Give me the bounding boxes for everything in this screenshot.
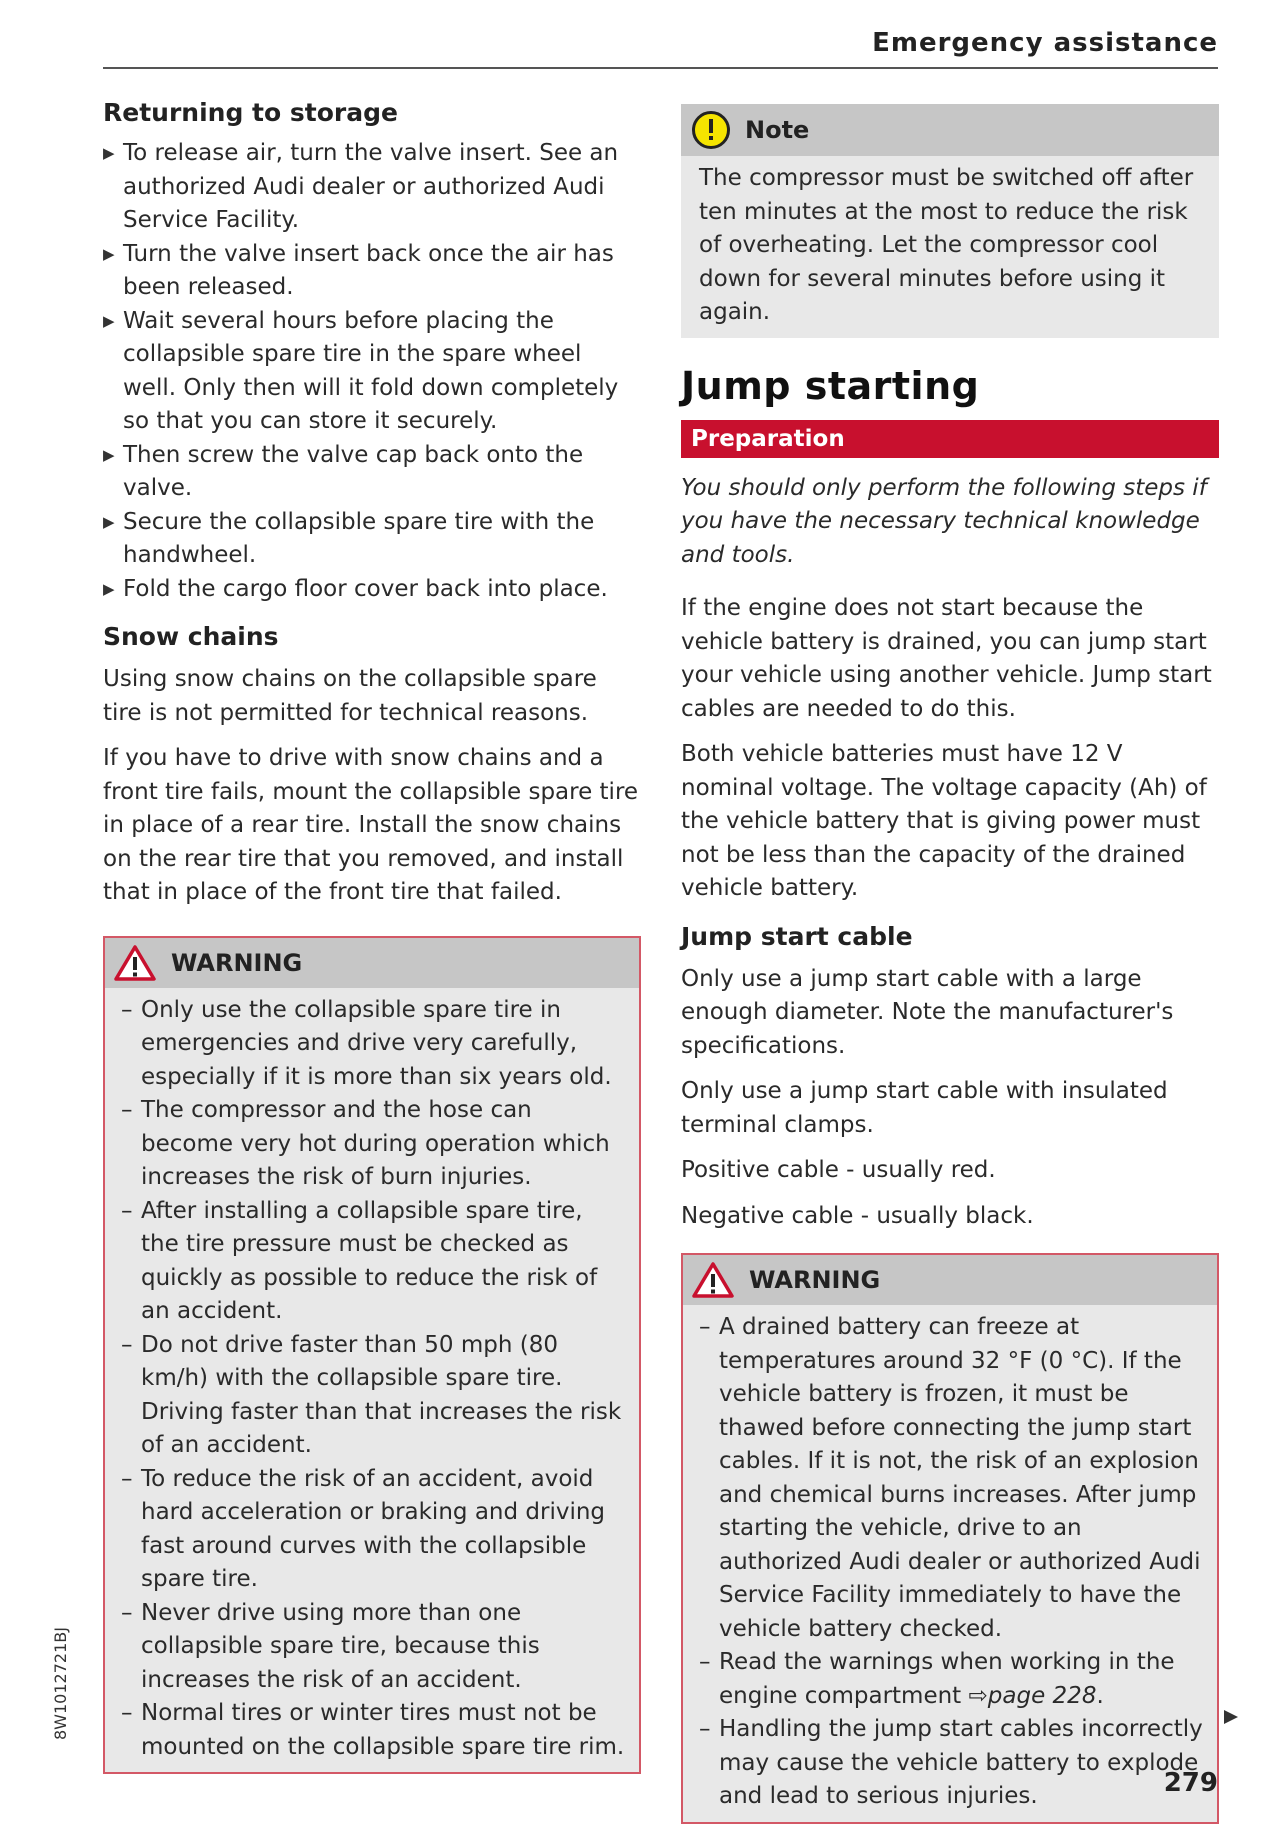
triangle-bullet-icon: ▶ (103, 512, 115, 531)
continue-arrow-icon (1222, 1708, 1240, 1726)
warning-label: WARNING (171, 948, 303, 977)
list-item: – Never drive using more than one collapsible spare tire, because this increases the risk of an accident. (121, 1599, 540, 1693)
section-heading-snow-chains: Snow chains (103, 622, 279, 651)
page-reference-link[interactable]: page 228 (987, 1682, 1097, 1709)
list-item: – The compressor and the hose can become very hot during operation which increases the risk of burn injuries. (121, 1097, 610, 1190)
list-item: – Handling the jump start cables incorrectly may cause the vehicle battery to explode and lead to serious injuries. (699, 1716, 1203, 1809)
header-rule (103, 67, 1218, 69)
warning-label: WARNING (749, 1266, 881, 1294)
triangle-bullet-icon: ▶ (103, 445, 115, 464)
section-heading-jump-cable: Jump start cable (681, 921, 913, 951)
intro-italic: You should only perform the following steps if you have the necessary technical knowledge and tools. (681, 474, 1207, 568)
list-item: – A drained battery can freeze at temperatures around 32 °F (0 °C). If the vehicle battery is frozen, it must be thawed before connecting the jump start cables. If it is not, the risk of an explosion and chemical burns increases. After jump starting the vehicle, drive to an authorized Audi dealer or authorized Audi Service Facility immediately to have the vehicle battery checked. (699, 1314, 1201, 1642)
note-label: Note (745, 116, 810, 144)
cable-paragraph-4: Negative cable - usually black. (681, 1202, 1034, 1229)
cable-paragraph-2: Only use a jump start cable with insulated terminal clamps. (681, 1078, 1168, 1138)
warning-triangle-icon (113, 944, 157, 982)
list-item: – Normal tires or winter tires must not be mounted on the collapsible spare tire rim. (121, 1700, 625, 1760)
warning-list (105, 988, 639, 1773)
warning-triangle-icon (691, 1261, 735, 1299)
list-item: ▶ To release air, turn the valve insert. See an authorized Audi dealer or authorized Audi Service Facility. (103, 137, 641, 238)
jump-paragraph-1: If the engine does not start because the vehicle battery is drained, you can jump start your vehicle using another vehicle. Jump start cables are needed to do this. (681, 595, 1212, 722)
page-number: 279 (1163, 1768, 1218, 1798)
right-column (681, 104, 1219, 1824)
warning-header (683, 1255, 1217, 1305)
list-item: – Do not drive faster than 50 mph (80 km/h) with the collapsible spare tire. Driving faster than that increases the risk of an accident. (121, 1331, 622, 1458)
exclamation-circle-icon (691, 110, 731, 150)
list-item: ▶ Secure the collapsible spare tire with the handwheel. (103, 506, 641, 573)
jump-paragraph-2: Both vehicle batteries must have 12 V nominal voltage. The voltage capacity (Ah) of the vehicle battery that is giving power must not be less than the capacity of the drained vehicle battery. (681, 741, 1207, 901)
note-header (681, 104, 1219, 156)
side-print-code-text: 8W1012721BJ (51, 1627, 70, 1740)
triangle-bullet-icon: ▶ (103, 311, 115, 330)
note-text: The compressor must be switched off after ten minutes at the most to reduce the risk of overheating. Let the compressor cool down for several minutes before using it again. (699, 165, 1194, 325)
list-item: – After installing a collapsible spare tire, the tire pressure must be checked as quickly as possible to reduce the risk of an accident. (121, 1197, 598, 1324)
section-heading-storage: Returning to storage (103, 98, 398, 127)
list-item: ▶ Wait several hours before placing the collapsible spare tire in the spare wheel well. Only then will it fold down completely so that you can store it securely. (103, 305, 641, 439)
note-box (681, 104, 1219, 338)
list-item: ▶ Turn the valve insert back once the air has been released. (103, 238, 641, 305)
list-item: – Only use the collapsible spare tire in emergencies and drive very carefully, especially if it is more than six years old. (121, 996, 612, 1090)
cross-reference-arrow-icon: ⇨ (968, 1682, 988, 1709)
storage-steps (103, 137, 641, 606)
list-item: – To reduce the risk of an accident, avoid hard acceleration or braking and driving fast around curves with the collapsible spare tire. (121, 1465, 606, 1592)
left-column (103, 98, 641, 1774)
triangle-bullet-icon: ▶ (103, 144, 115, 162)
warning-list (683, 1305, 1217, 1822)
snow-paragraph-2: If you have to drive with snow chains and a front tire fails, mount the collapsible spare tire in place of a rear tire. Install the snow chains on the rear tire that you removed, and install that in place of the front tire that failed. (103, 745, 639, 905)
list-item: ▶ Fold the cargo floor cover back into place. (103, 573, 641, 607)
section-bar: Preparation (681, 420, 1219, 458)
side-print-code (46, 1610, 74, 1740)
cable-paragraph-3: Positive cable - usually red. (681, 1157, 996, 1183)
triangle-bullet-icon: ▶ (103, 579, 115, 598)
warning-header (105, 938, 639, 988)
chapter-title: Jump starting (681, 363, 980, 408)
cable-paragraph-1: Only use a jump start cable with a large enough diameter. Note the manufacturer's specifications. (681, 965, 1174, 1059)
warning-box-spare-tire (103, 936, 641, 1775)
list-item: – Read the warnings when working in the engine compartment ⇨page 228. (699, 1649, 1175, 1709)
snow-paragraph-1: Using snow chains on the collapsible spare tire is not permitted for technical reasons. (103, 666, 597, 726)
warning-box-jump-start (681, 1253, 1219, 1824)
list-item: ▶ Then screw the valve cap back onto the valve. (103, 439, 641, 506)
triangle-bullet-icon: ▶ (103, 244, 115, 263)
running-header: Emergency assistance (872, 28, 1218, 58)
